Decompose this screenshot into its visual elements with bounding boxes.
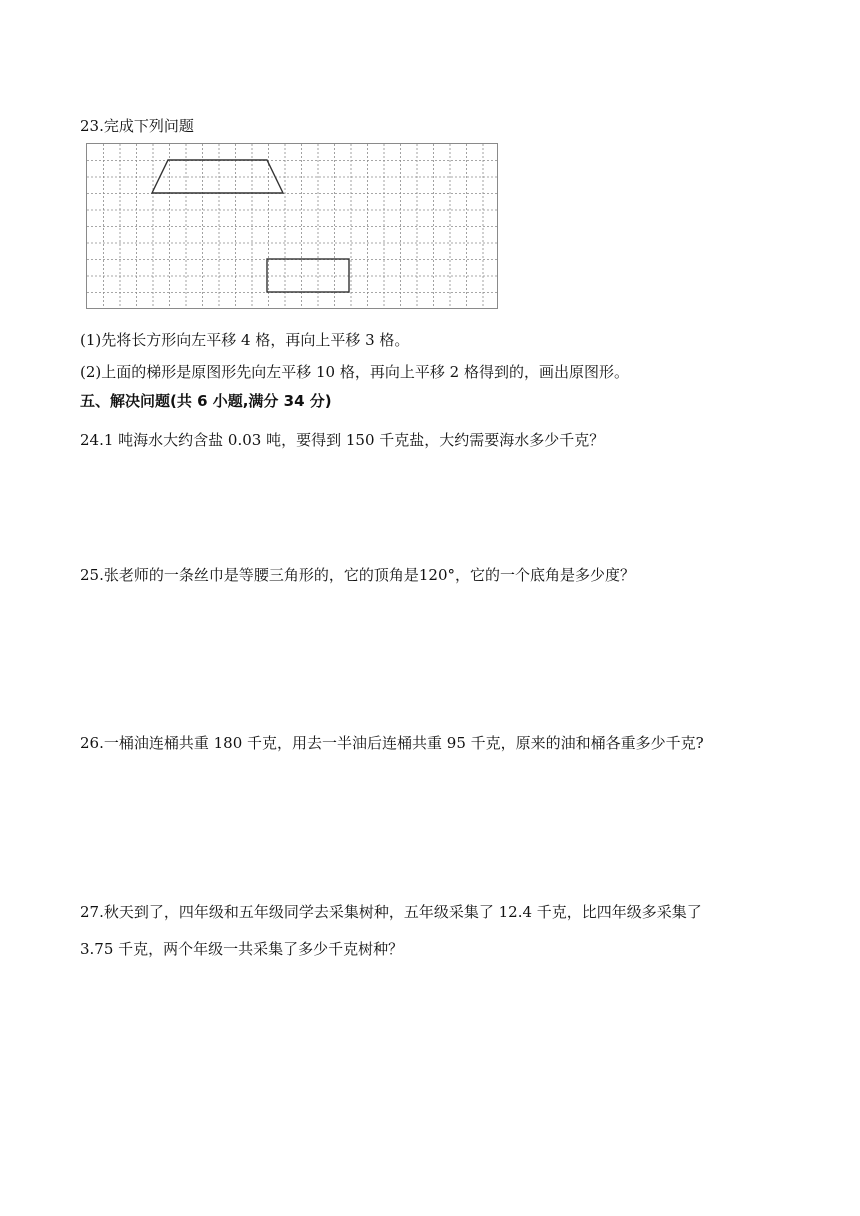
rectangle-shape xyxy=(267,259,349,292)
grid-svg xyxy=(86,143,498,309)
q23-title: 23.完成下列问题 xyxy=(80,117,194,135)
trapezoid-shape xyxy=(152,160,283,193)
grid-figure xyxy=(86,143,498,309)
q23-sub2: (2)上面的梯形是原图形先向左平移 10 格，再向上平移 2 格得到的，画出原图形。 xyxy=(80,363,629,381)
q26-text: 26.一桶油连桶共重 180 千克，用去一半油后连桶共重 95 千克，原来的油和桶各重多少千克? xyxy=(80,734,704,752)
q25-text: 25.张老师的一条丝巾是等腰三角形的，它的顶角是120°，它的一个底角是多少度？ xyxy=(80,566,635,584)
q24-text: 24.1 吨海水大约含盐 0.03 吨，要得到 150 千克盐，大约需要海水多少千克？ xyxy=(80,431,605,449)
grid-border xyxy=(87,144,498,309)
q23-sub1: (1)先将长方形向左平移 4 格，再向上平移 3 格。 xyxy=(80,331,410,349)
q27-line2: 3.75 千克，两个年级一共采集了多少千克树种？ xyxy=(80,940,404,958)
section5-heading: 五、解决问题(共 6 小题,满分 34 分) xyxy=(80,392,332,410)
grid-lines xyxy=(87,144,497,308)
q27-line1: 27.秋天到了，四年级和五年级同学去采集树种，五年级采集了 12.4 千克，比四年级多采集了 xyxy=(80,903,702,921)
